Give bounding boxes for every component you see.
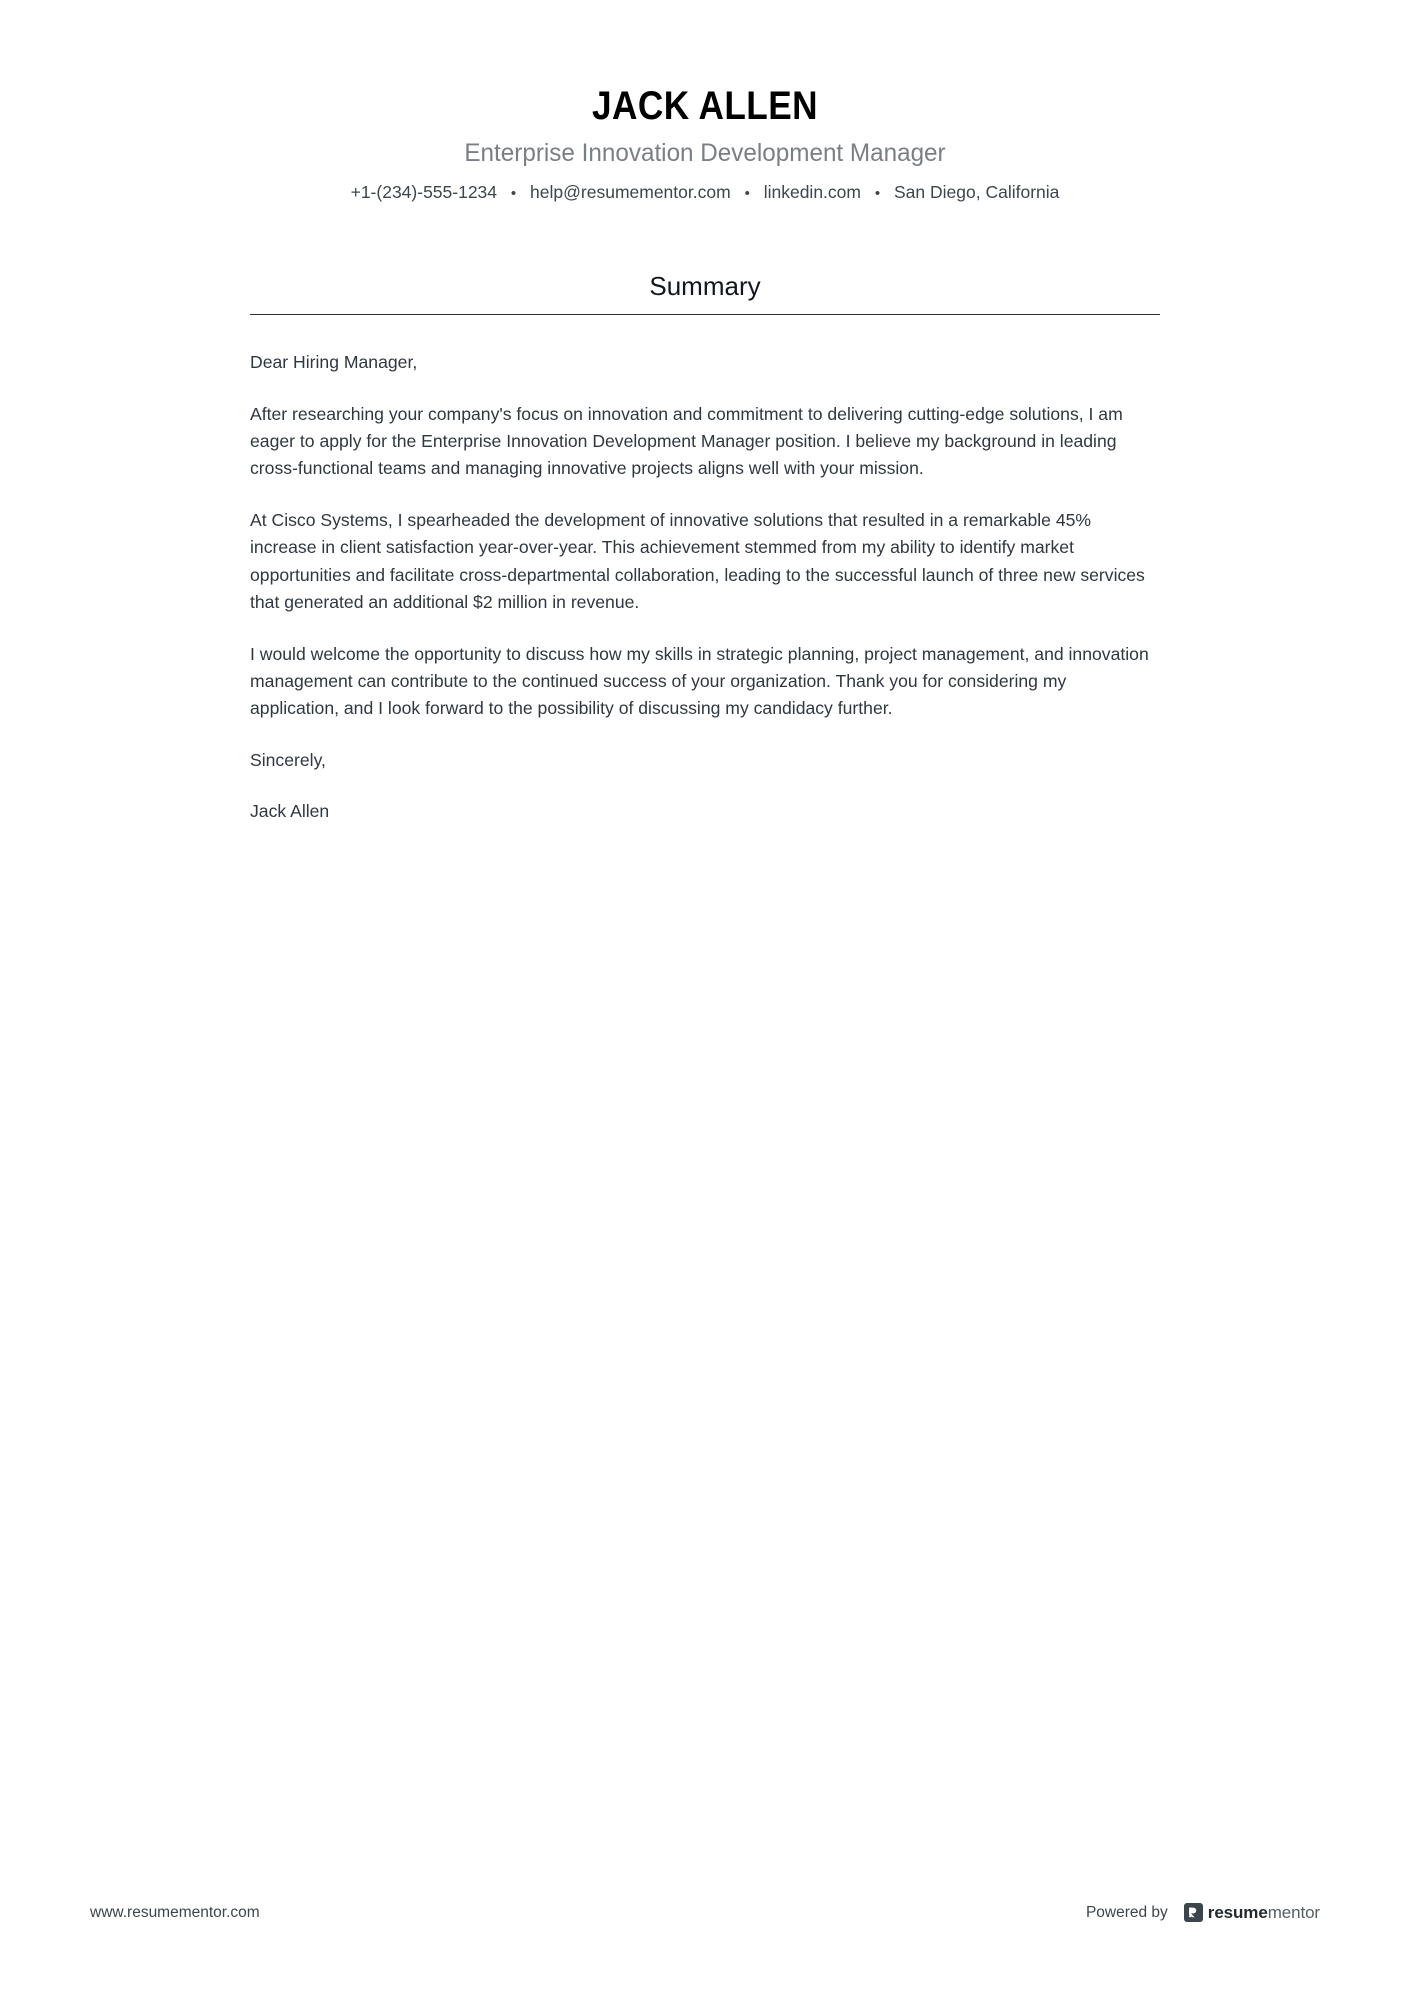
letter-body [250,349,1160,826]
letter-closing: Sincerely, [250,749,326,770]
summary-section [250,271,1160,826]
letter-paragraph-3: I would welcome the opportunity to discuss how my skills in strategic planning, project management, and innovation management can contribute to the continued success of your organization. Thank you for considering my application, and I look forward to the possibility of discussing my candidacy further. [250,643,1149,719]
page-footer [0,1903,1410,1933]
contact-line [0,181,1410,205]
letter-salutation: Dear Hiring Manager, [250,352,418,373]
footer-branding [1086,1903,1320,1922]
contact-email: help@resumementor.com [530,182,731,203]
letter-paragraph-1: After researching your company's focus on innovation and commitment to delivering cutting-edge solutions, I am eager to apply for the Enterprise Innovation Development Manager position. I believe my background in leading cross-functional teams and managing innovative projects aligns well with your mission. [250,403,1123,479]
brand-text-primary: resume [1207,1903,1268,1922]
section-divider [250,314,1160,315]
section-heading-wrap [250,271,1160,315]
contact-linkedin: linkedin.com [763,182,861,203]
brand-text-secondary: mentor [1267,1903,1320,1922]
contact-separator: • [874,184,881,202]
candidate-name: JACK ALLEN [591,84,819,128]
footer-website-url[interactable]: www.resumementor.com [90,1903,260,1921]
candidate-job-title: Enterprise Innovation Development Manager [464,139,946,167]
powered-by-label: Powered by [1085,1903,1168,1921]
section-title-summary: Summary [649,270,761,301]
letter-signature: Jack Allen [250,801,330,822]
letter-paragraph-2: At Cisco Systems, I spearheaded the development of innovative solutions that resulted in a remarkable 45% increase in client satisfaction year-over-year. This achievement stemmed from my ability to identify market opportunities and facilitate cross-departmental collaboration, leading to the successful launch of three new services that generated an additional $2 million in revenue. [250,509,1145,613]
resumementor-logo[interactable] [1184,1903,1320,1922]
resumementor-wordmark [1208,1904,1320,1921]
letter-header [0,0,1410,205]
contact-separator: • [510,184,517,202]
contact-phone: +1-(234)-555-1234 [350,182,498,203]
contact-separator: • [744,184,750,202]
footer-inner [90,1903,1320,1922]
resumementor-logo-mark-icon [1184,1903,1203,1922]
contact-location: San Diego, California [894,182,1060,203]
